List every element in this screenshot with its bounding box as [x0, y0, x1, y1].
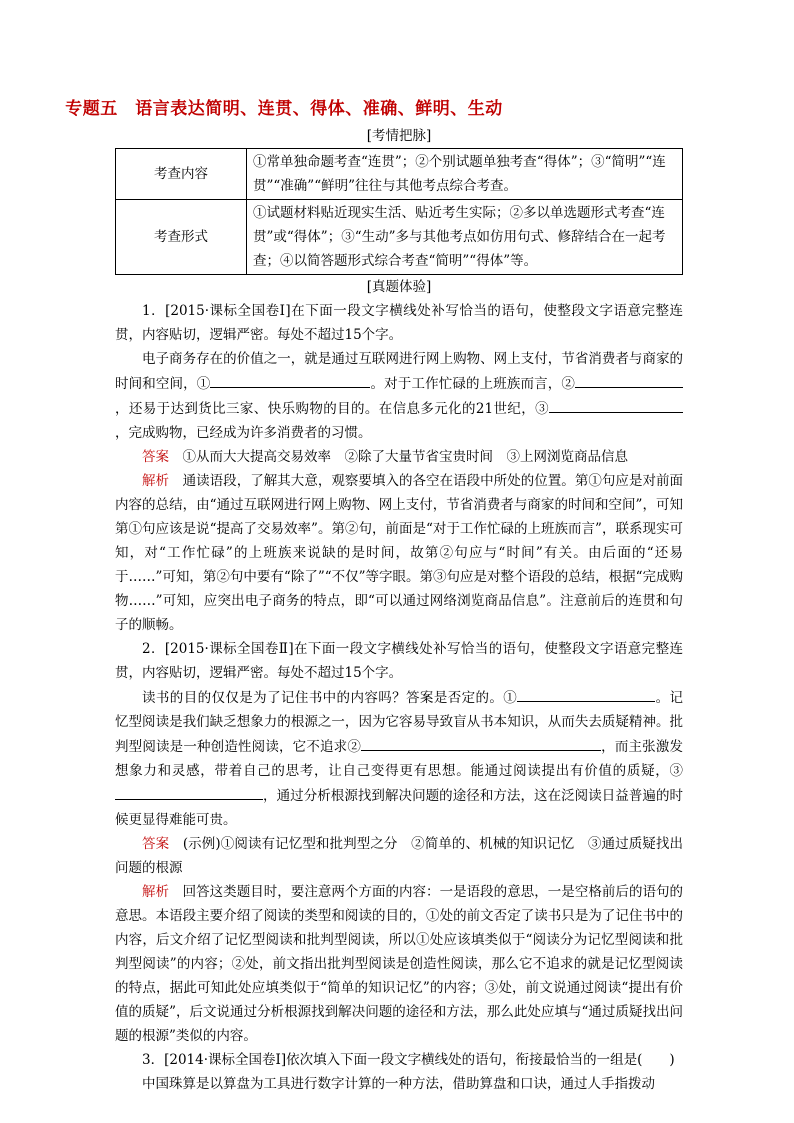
question-1-analysis: 解析 通读语段，了解其大意，观察要填入的各空在语段中所处的位置。第①句应是对前面内容的总结，由“通过互联网进行网上购物、网上支付，节省消费者与商家的时间和空间”，可知第①句应该是说“提高了交易效率”。第②句，前面是“对于工作忙碌的上班族而言”，联系现实可知，对“工作忙碌”的上班族来说缺的是时间，故第②句应与“时间”有关。由后面的“还易于……”可知，第②句中要有“除了”“不仅”等字眼。第③句应是对整个语段的总结，根据“完成购物……”可知，应突出电子商务的特点，即“可以通过网络浏览商品信息”。注意前后的连贯和句子的顺畅。: [115, 473, 684, 633]
question-2-passage: 读书的目的仅仅是为了记住书中的内容吗？答案是否定的。① 。记忆型阅读是我们缺乏想象力的根源之一，因为它容易导致盲从书本知识，从而失去质疑精神。批判型阅读是一种创造性阅读，它不追求② ，而主张激发想象力和灵感，带着自己的思考，让自己变得更有思想。能通过阅读提出有价值的质疑，③，通过分析根源找到解决问题的途径和方法，这在泛阅读日益普遍的时候更显得难能可贵。: [115, 685, 683, 832]
question-2-analysis: 解析 回答这类题目时，要注意两个方面的内容：一是语段的意思，一是空格前后的语句的意思。本语段主要介绍了阅读的类型和阅读的目的，①处的前文否定了读书只是为了记住书中的内容，后文介绍了记忆型阅读和批判型阅读，所以①处应该填类似于“阅读分为记忆型阅读和批判型阅读”的内容；②处，前文指出批判型阅读是创造性阅读，那么它不追求的就是记忆型阅读的特点，据此可知此处应填类似于“简单的知识记忆”的内容；③处，前文说通过阅读“提出有价值的质疑”，后文说通过分析根源找到解决问题的途径和方法，那么此处应填与“通过质疑找出问题的根源”类似的内容。: [115, 884, 684, 1044]
section-heading-kaoqing: [考情把脉]: [366, 128, 432, 144]
question-1-passage: 电子商务存在的价值之一，就是通过互联网进行网上购物、网上支付，节省消费者与商家的时间和空间，① 。对于工作忙碌的上班族而言，②，还易于达到货比三家、快乐购物的目的。在信息多元化的21世纪，③，完成购物，已经成为许多消费者的习惯。: [115, 351, 683, 441]
blank-2: [575, 371, 683, 388]
blank-3: [549, 396, 683, 413]
question-3-stem: 3．[2014·课标全国卷Ⅰ]依次填入下面一段文字横线处的语句，衔接最恰当的一组是( ): [142, 1052, 675, 1068]
question-3-passage: 中国珠算是以算盘为工具进行数字计算的一种方法，借助算盘和口诀，通过人手指拨动: [142, 1076, 655, 1092]
document-body: [115, 124, 683, 1096]
blank-1: [517, 685, 655, 702]
section-heading-zhenti: [真题体验]: [366, 279, 432, 295]
question-1-answer: 答案 ①从而大大提高交易效率 ②除了大量节省宝贵时间 ③上网浏览商品信息: [142, 449, 628, 465]
table-row: [116, 200, 683, 275]
blank-2: [361, 734, 601, 751]
table-row: [116, 149, 683, 200]
page-title: 专题五 语言表达简明、连贯、得体、准确、鲜明、生动: [65, 99, 503, 119]
question-2-stem: 2．[2015·课标全国卷Ⅱ]在下面一段文字横线处补写恰当的语句，使整段文字语意完整连贯，内容贴切，逻辑严密。每处不超过15个字。: [115, 641, 683, 681]
table-value: ①试题材料贴近现实生活、贴近考生实际；②多以单选题形式考查“连贯”或“得体”；③“生动”多与其他考点如仿用句式、修辞结合在一起考查；④以简答题形式综合考查“简明”“得体”等。: [247, 200, 683, 275]
table-key: 考查内容: [116, 149, 247, 200]
table-key: 考查形式: [116, 200, 247, 275]
answer-label: 答案: [142, 449, 169, 465]
question-2-answer: 答案 (示例)①阅读有记忆型和批判型之分 ②简单的、机械的知识记忆 ③通过质疑找出问题的根源: [115, 836, 684, 876]
analysis-label: 解析: [142, 473, 170, 489]
exam-info-table: [115, 148, 683, 275]
table-value: ①常单独命题考查“连贯”；②个别试题单独考查“得体”；③“简明”“连贯”“准确”“鲜明”往往与其他考点综合考查。: [247, 149, 683, 200]
blank-1: [210, 371, 370, 388]
blank-3: [115, 783, 263, 800]
answer-label: 答案: [142, 836, 170, 852]
analysis-label: 解析: [142, 884, 170, 900]
question-1-stem: 1．[2015·课标全国卷Ⅰ]在下面一段文字横线处补写恰当的语句，使整段文字语意完整连贯，内容贴切，逻辑严密。每处不超过15个字。: [115, 303, 683, 343]
